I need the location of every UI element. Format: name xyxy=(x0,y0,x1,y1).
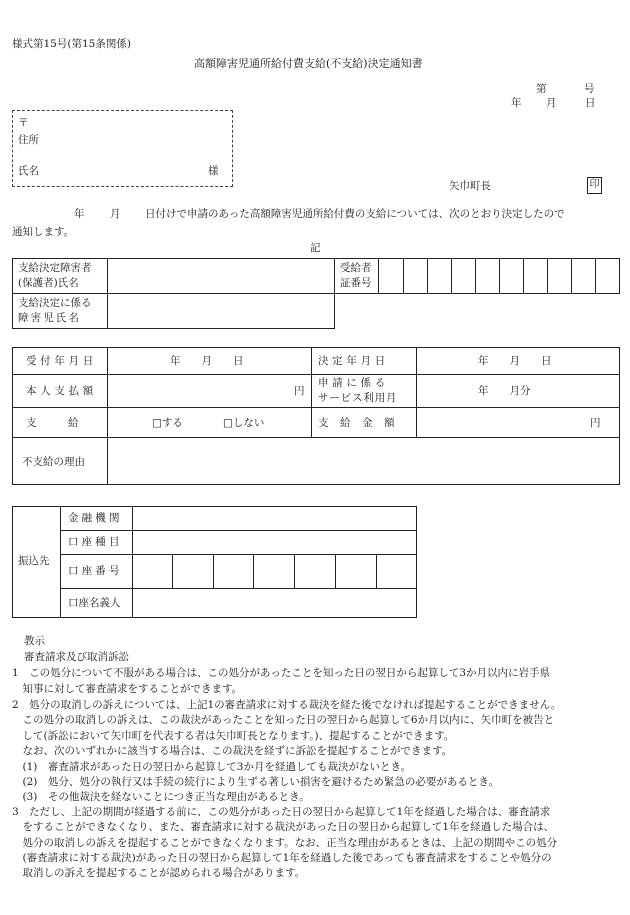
date-month-label: 月 xyxy=(546,97,557,109)
date-day-label: 日 xyxy=(585,97,596,109)
payment-option-no[interactable]: □しない xyxy=(223,417,265,429)
table1-guardian-row xyxy=(12,258,620,294)
child-name-label-2: 障害児氏名 xyxy=(18,312,81,324)
document-title: 高額障害児通所給付費支給(不支給)決定通知書 xyxy=(194,57,423,70)
received-date-value: 年 月 日 xyxy=(170,355,244,367)
amount-unit: 円 xyxy=(590,417,601,429)
decision-date-value: 年 月 日 xyxy=(478,355,552,367)
notice-line: 3 ただし、上記の期間が経過する前に、この処分があった日の翌日から起算して1年を経過した場合は、審査請求 xyxy=(12,806,551,818)
notice-line: して(訴訟において矢巾町を代表する者は矢巾町長となります。)、提起することができます。 xyxy=(12,730,455,742)
notice-line: この処分の取消しの訴えは、この裁決があったことを知った日の翌日から起算して6か月以内に、矢巾町を被告と xyxy=(12,714,555,726)
guardian-name-label-2: (保護者)氏名 xyxy=(18,277,79,289)
intro-year: 年 xyxy=(74,208,85,220)
notice-subheading: 審査請求及び取消訴訟 xyxy=(24,651,129,663)
received-date-label: 受付年月日 xyxy=(26,355,97,367)
bank-institution-label: 金融機関 xyxy=(68,512,123,524)
postal-mark: 〒 xyxy=(18,117,29,129)
account-type-label: 口座種目 xyxy=(68,536,123,548)
service-month-label-2: サービス利用月 xyxy=(318,392,398,404)
notice-line: をすることができなくなり、また、審査請求に対する裁決があった日の翌日から起算して1年を経過した場合は、 xyxy=(12,821,555,833)
number-label-right: 号 xyxy=(584,83,595,95)
account-number-label: 口座番号 xyxy=(68,565,123,577)
service-month-label-1: 申請に係る xyxy=(318,377,389,389)
ki-label: 記 xyxy=(310,242,321,254)
notice-line: 1 この処分について不服がある場合は、この処分があったことを知った日の翌日から起算して3か月以内に岩手県 xyxy=(12,667,551,679)
payment-label: 支 給 xyxy=(26,417,79,429)
intro-text-line1: 日付けで申請のあった高額障害児通所給付費の支給については、次のとおり決定したので xyxy=(145,208,565,220)
issuer-title: 矢巾町長 xyxy=(449,180,491,192)
honorific: 様 xyxy=(208,165,219,177)
intro-month: 月 xyxy=(110,208,121,220)
payment-option-yes[interactable]: □する xyxy=(152,417,183,429)
form-number: 様式第15号(第15条関係) xyxy=(12,38,131,50)
name-label: 氏名 xyxy=(18,165,39,177)
notice-line: (1) 審査請求があった日の翌日から起算して3か月を経過しても裁決がないとき。 xyxy=(12,761,412,773)
cert-number-label-2: 証番号 xyxy=(340,277,372,289)
seal-stamp: 印 xyxy=(587,177,602,194)
cert-number-label-1: 受給者 xyxy=(340,262,372,274)
notice-line: (審査請求に対する裁決)があった日の翌日から起算して1年を経過した後であっても審査請求をすることや処分の xyxy=(12,852,552,864)
number-label-left: 第 xyxy=(536,83,547,95)
notice-line: 処分の取消しの訴えを提起することができなくなります。なお、正当な理由があるときは、上記の期間やこの処分 xyxy=(12,837,558,849)
reason-label: 不支給の理由 xyxy=(22,456,85,468)
notice-line: 取消しの訴えを提起することが認められる場合があります。 xyxy=(12,867,306,879)
self-pay-label: 本人支払額 xyxy=(26,385,97,397)
decision-date-label: 決定年月日 xyxy=(318,355,389,367)
child-name-label-1: 支給決定に係る xyxy=(18,297,92,309)
bank-group-label: 振込先 xyxy=(18,555,50,567)
intro-text-line2: 通知します。 xyxy=(12,226,75,238)
address-box xyxy=(12,110,233,187)
guardian-name-label-1: 支給決定障害者 xyxy=(18,262,92,274)
service-month-value: 年 月分 xyxy=(478,385,531,397)
address-label: 住所 xyxy=(18,134,39,146)
notice-line: なお、次のいずれかに該当する場合は、この裁決を経ずに訴訟を提起することができます。 xyxy=(12,745,453,757)
account-holder-label: 口座名義人 xyxy=(68,597,121,609)
notice-heading: 教示 xyxy=(24,635,45,647)
notice-line: (2) 処分、処分の執行又は手続の続行により生ずる著しい損害を避けるため緊急の必要があるとき。 xyxy=(12,776,499,788)
notice-line: 2 処分の取消しの訴えについては、上記1の審査請求に対する裁決を経た後でなければ提起することができません。 xyxy=(12,699,562,711)
notice-line: 知事に対して審査請求をすることができます。 xyxy=(12,683,243,695)
notice-line: (3) その他裁決を経ないことにつき正当な理由があるとき。 xyxy=(12,791,310,803)
date-year-label: 年 xyxy=(511,97,522,109)
amount-label: 支給金額 xyxy=(318,417,407,429)
self-pay-unit: 円 xyxy=(294,385,305,397)
